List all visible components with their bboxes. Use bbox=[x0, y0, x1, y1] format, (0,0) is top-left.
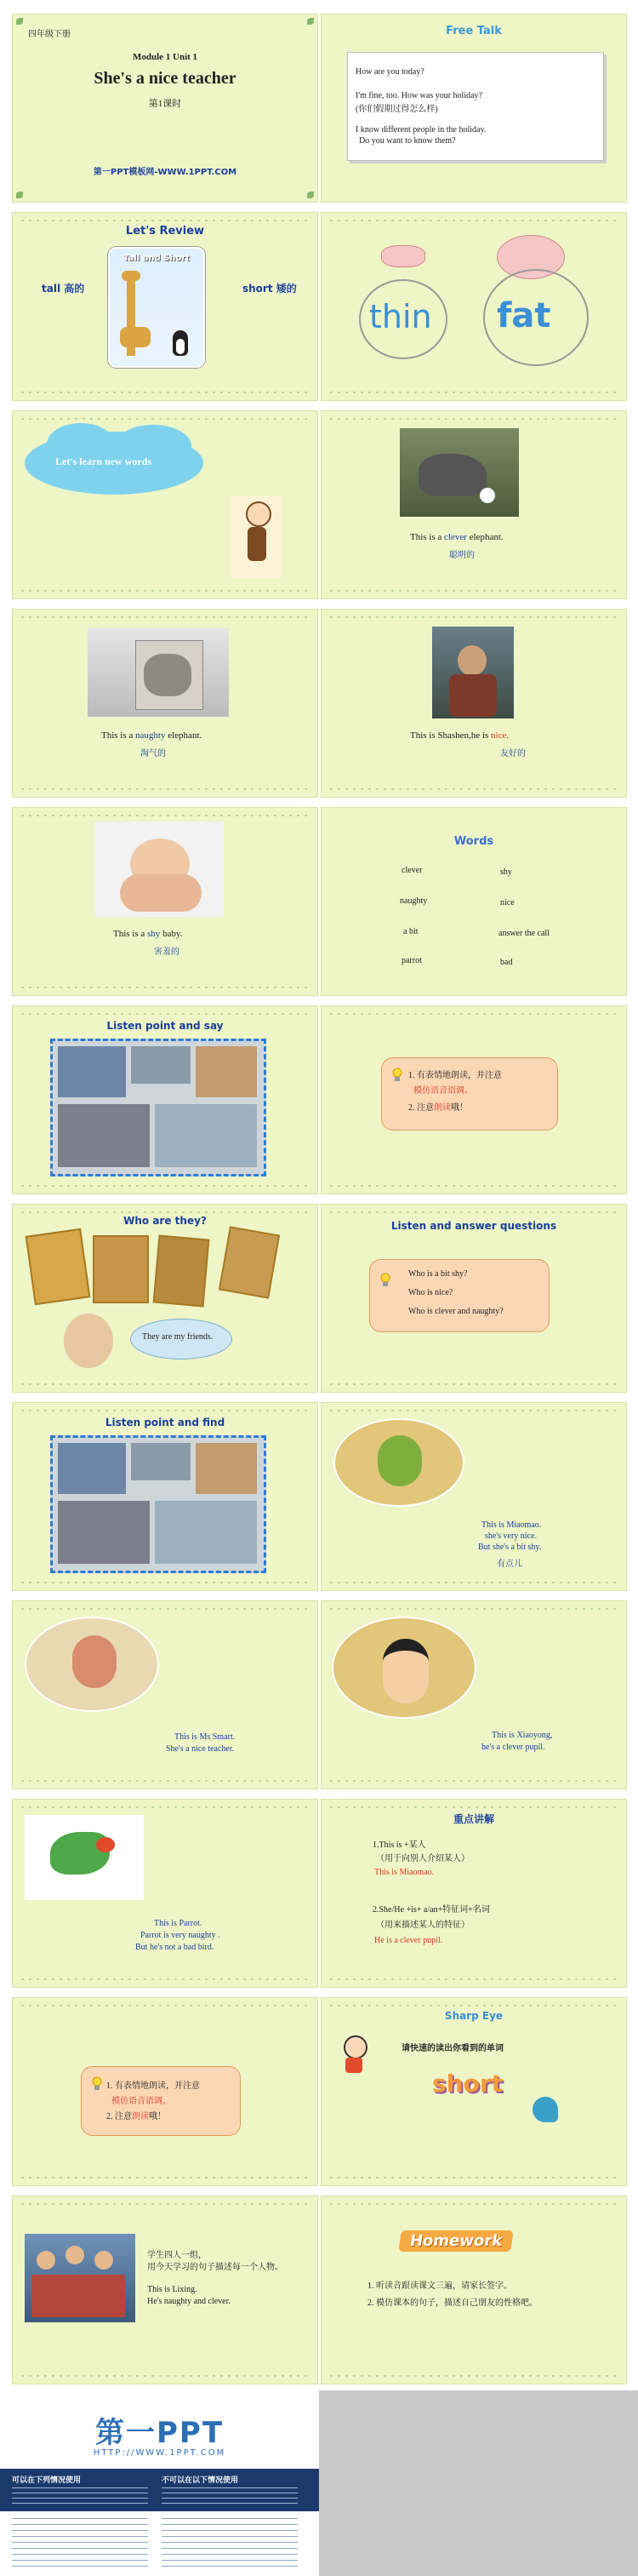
footer-logo: 第一PPT bbox=[94, 2416, 225, 2450]
footer-left-heading: 可以在下列情况使用 bbox=[12, 2476, 82, 2485]
classroom-photo-collage bbox=[50, 1435, 266, 1573]
classroom-photo-collage bbox=[50, 1039, 266, 1176]
picture-caption: Tall and Short bbox=[122, 254, 191, 263]
point-2-example: He is a clever pupil. bbox=[374, 1936, 443, 1945]
slide-11 bbox=[12, 1005, 318, 1194]
desc-line-1: This is Parrot. bbox=[154, 1919, 202, 1928]
slide-23 bbox=[12, 2195, 318, 2384]
point-1: 1.This is +某人 bbox=[373, 1840, 426, 1850]
chinese-meaning: 淘气的 bbox=[140, 749, 166, 758]
vocab-word: shy bbox=[147, 929, 161, 939]
slide-7 bbox=[12, 609, 318, 798]
students-photo bbox=[25, 2234, 135, 2322]
point-1-example: This is Miaomao. bbox=[374, 1868, 435, 1877]
slide-title: Words bbox=[453, 835, 494, 848]
tall-label: tall 高的 bbox=[42, 283, 85, 295]
slide-title: 重点讲解 bbox=[453, 1813, 494, 1825]
word-left-2: naughty bbox=[400, 896, 428, 906]
point-2-note: （用来描述某人的特征） bbox=[376, 1921, 470, 1930]
question-2: Who is nice? bbox=[408, 1288, 453, 1297]
sentence: This is a clever elephant. bbox=[410, 532, 504, 542]
homework-line-1: 1. 听读音跟读课文三遍，请家长签字。 bbox=[367, 2281, 512, 2291]
parrot-picture bbox=[25, 1815, 144, 1900]
tip-line-2: 模仿语音语调。 bbox=[111, 2097, 171, 2106]
instruction: 请快速的读出你看到的单词 bbox=[402, 2044, 504, 2053]
footer-url: HTTP://WWW.1PPT.COM bbox=[93, 2448, 226, 2458]
slide-3 bbox=[12, 212, 318, 401]
point-2: 2.She/He +is+ a/an+特征词+名词 bbox=[373, 1905, 490, 1915]
word-left-3: a bit bbox=[403, 927, 419, 936]
question-3: Who is clever and naughty? bbox=[408, 1307, 504, 1316]
slide-9 bbox=[12, 807, 318, 996]
chinese-meaning: 有点儿 bbox=[497, 1560, 522, 1569]
shashen-photo bbox=[432, 627, 514, 718]
talk-line-1: How are you today? bbox=[356, 67, 424, 77]
word-right-2: nice bbox=[500, 898, 515, 907]
teacher-picture bbox=[231, 496, 282, 578]
friend-card-3 bbox=[153, 1235, 210, 1308]
question-1: Who is a bit shy? bbox=[408, 1269, 468, 1279]
slide-22 bbox=[321, 1997, 627, 2186]
word-right-1: shy bbox=[500, 867, 512, 877]
slide-title: Who are they? bbox=[123, 1215, 207, 1227]
grade-label: 四年级下册 bbox=[28, 30, 71, 39]
thin-pig-picture bbox=[373, 238, 432, 274]
tip-line-1: 1. 有表情地朗读，并注意 bbox=[106, 2081, 200, 2091]
desc-line-1: This is Ms Smart. bbox=[174, 1732, 236, 1742]
slide-title: Listen point and find bbox=[105, 1417, 225, 1428]
chinese-meaning: 害羞的 bbox=[154, 947, 179, 957]
slide-title: Listen and answer questions bbox=[390, 1220, 557, 1232]
talk-line-5: Do you want to know them? bbox=[359, 136, 456, 146]
module-label: Module 1 Unit 1 bbox=[132, 52, 198, 62]
elephant-photo bbox=[400, 428, 519, 517]
talk-line-2: I'm fine, too. How was your holiday? bbox=[356, 91, 482, 100]
friend-card-2 bbox=[93, 1235, 149, 1303]
slide-13 bbox=[12, 1204, 318, 1393]
tip-line-2: 模仿语音语调。 bbox=[413, 1086, 473, 1096]
word-left-1: clever bbox=[402, 866, 423, 875]
chinese-meaning: 友好的 bbox=[500, 749, 526, 758]
slide-18 bbox=[321, 1600, 627, 1789]
task-line-3: This is Lixing. bbox=[147, 2285, 197, 2294]
slide-17 bbox=[12, 1600, 318, 1789]
ms-smart-picture bbox=[25, 1617, 159, 1712]
bird-cartoon bbox=[533, 2097, 558, 2122]
talk-line-4: I know different people in the holiday. bbox=[356, 125, 487, 135]
slide-4 bbox=[321, 212, 627, 401]
sentence: This is a naughty elephant. bbox=[101, 730, 202, 741]
template-footer bbox=[0, 2390, 319, 2576]
tip-line-3: 2. 注意朗读哦！ bbox=[106, 2112, 166, 2121]
slide-10 bbox=[321, 807, 627, 996]
slide-1 bbox=[12, 14, 318, 203]
slide-24 bbox=[321, 2195, 627, 2384]
slide-5 bbox=[12, 410, 318, 599]
bubble-text: They are my friends. bbox=[142, 1332, 214, 1342]
tip-line-3: 2. 注意朗读哦！ bbox=[408, 1103, 468, 1113]
desc-line-1: This is Miaomao. bbox=[481, 1520, 542, 1530]
word-right-4: bad bbox=[500, 958, 513, 967]
word-right-3: answer the call bbox=[498, 929, 550, 938]
fat-word: fat bbox=[497, 296, 551, 335]
cartoon-character bbox=[337, 2032, 371, 2075]
footer-band bbox=[0, 2469, 319, 2576]
task-line-2: 用今天学习的句子描述每一个人物。 bbox=[147, 2263, 283, 2272]
short-label: short 矮的 bbox=[242, 283, 297, 295]
word-left-4: parrot bbox=[402, 956, 422, 965]
slide-16 bbox=[321, 1402, 627, 1591]
desc-line-2: She's a nice teacher. bbox=[166, 1744, 235, 1754]
giraffe-penguin-picture bbox=[108, 247, 205, 368]
footer-right-heading: 不可以在以下情况使用 bbox=[162, 2476, 239, 2485]
desc-line-3: But he's not a bad bird. bbox=[135, 1943, 214, 1952]
tip-line-1: 1. 有表情地朗读，并注意 bbox=[408, 1071, 502, 1080]
slide-title: Let's Review bbox=[125, 225, 205, 238]
slide-title: Sharp Eye bbox=[444, 2010, 504, 2022]
vocab-word: clever bbox=[444, 532, 467, 542]
desc-line-2: she's very nice. bbox=[485, 1531, 537, 1541]
slide-15 bbox=[12, 1402, 318, 1591]
desc-line-1: This is Xiaoyong, bbox=[492, 1731, 553, 1740]
slide-title: Free Talk bbox=[446, 25, 502, 37]
vocab-word: nice bbox=[491, 730, 507, 741]
homework-line-2: 2. 模仿课本的句子，描述自己朋友的性格吧。 bbox=[367, 2298, 538, 2308]
slide-14 bbox=[321, 1204, 627, 1393]
slide-21 bbox=[12, 1997, 318, 2186]
friend-card-4 bbox=[219, 1226, 280, 1298]
slide-6 bbox=[321, 410, 627, 599]
slide-19 bbox=[12, 1799, 318, 1988]
period-label: 第1课时 bbox=[148, 99, 182, 109]
slide-8 bbox=[321, 609, 627, 798]
empty-gray-area bbox=[319, 2390, 638, 2576]
site-label: 第一PPT模板网-WWW.1PPT.COM bbox=[93, 168, 237, 177]
task-line-1: 学生四人一组， bbox=[147, 2251, 207, 2260]
lightbulb-icon bbox=[391, 1068, 403, 1083]
slide-12 bbox=[321, 1005, 627, 1194]
desc-line-3: But she's a bit shy. bbox=[478, 1543, 542, 1552]
friend-card-1 bbox=[26, 1228, 91, 1305]
vocab-word: naughty bbox=[135, 730, 166, 741]
slide-title: Listen point and say bbox=[106, 1020, 224, 1032]
talk-line-3: (你们假期过得怎么样) bbox=[356, 105, 438, 114]
sentence: This is a shy baby. bbox=[113, 929, 183, 939]
task-line-4: He's naughty and clever. bbox=[147, 2297, 231, 2306]
thin-word: thin bbox=[369, 298, 432, 335]
chinese-meaning: 聪明的 bbox=[449, 551, 475, 560]
point-1-note: （用于向别人介绍某人） bbox=[376, 1854, 470, 1863]
shy-baby-photo bbox=[94, 821, 224, 917]
homework-title: Homework bbox=[398, 2230, 514, 2252]
lesson-heading: She's a nice teacher bbox=[94, 69, 236, 88]
naughty-elephant-photo bbox=[88, 628, 229, 717]
flash-word: short bbox=[432, 2069, 504, 2098]
bubble-text: Let's learn new words bbox=[55, 455, 151, 467]
desc-line-2: Parrot is very naughty . bbox=[140, 1931, 220, 1940]
sentence: This is Shashen,he is nice. bbox=[410, 730, 510, 741]
miaomao-picture bbox=[333, 1418, 464, 1507]
slide-2 bbox=[321, 14, 627, 203]
lightbulb-icon bbox=[91, 2076, 103, 2092]
child-photo bbox=[64, 1314, 113, 1368]
desc-line-2: he's a clever pupil. bbox=[481, 1743, 545, 1752]
slide-20 bbox=[321, 1799, 627, 1988]
xiaoyong-picture bbox=[332, 1617, 476, 1719]
lightbulb-icon bbox=[379, 1273, 391, 1288]
